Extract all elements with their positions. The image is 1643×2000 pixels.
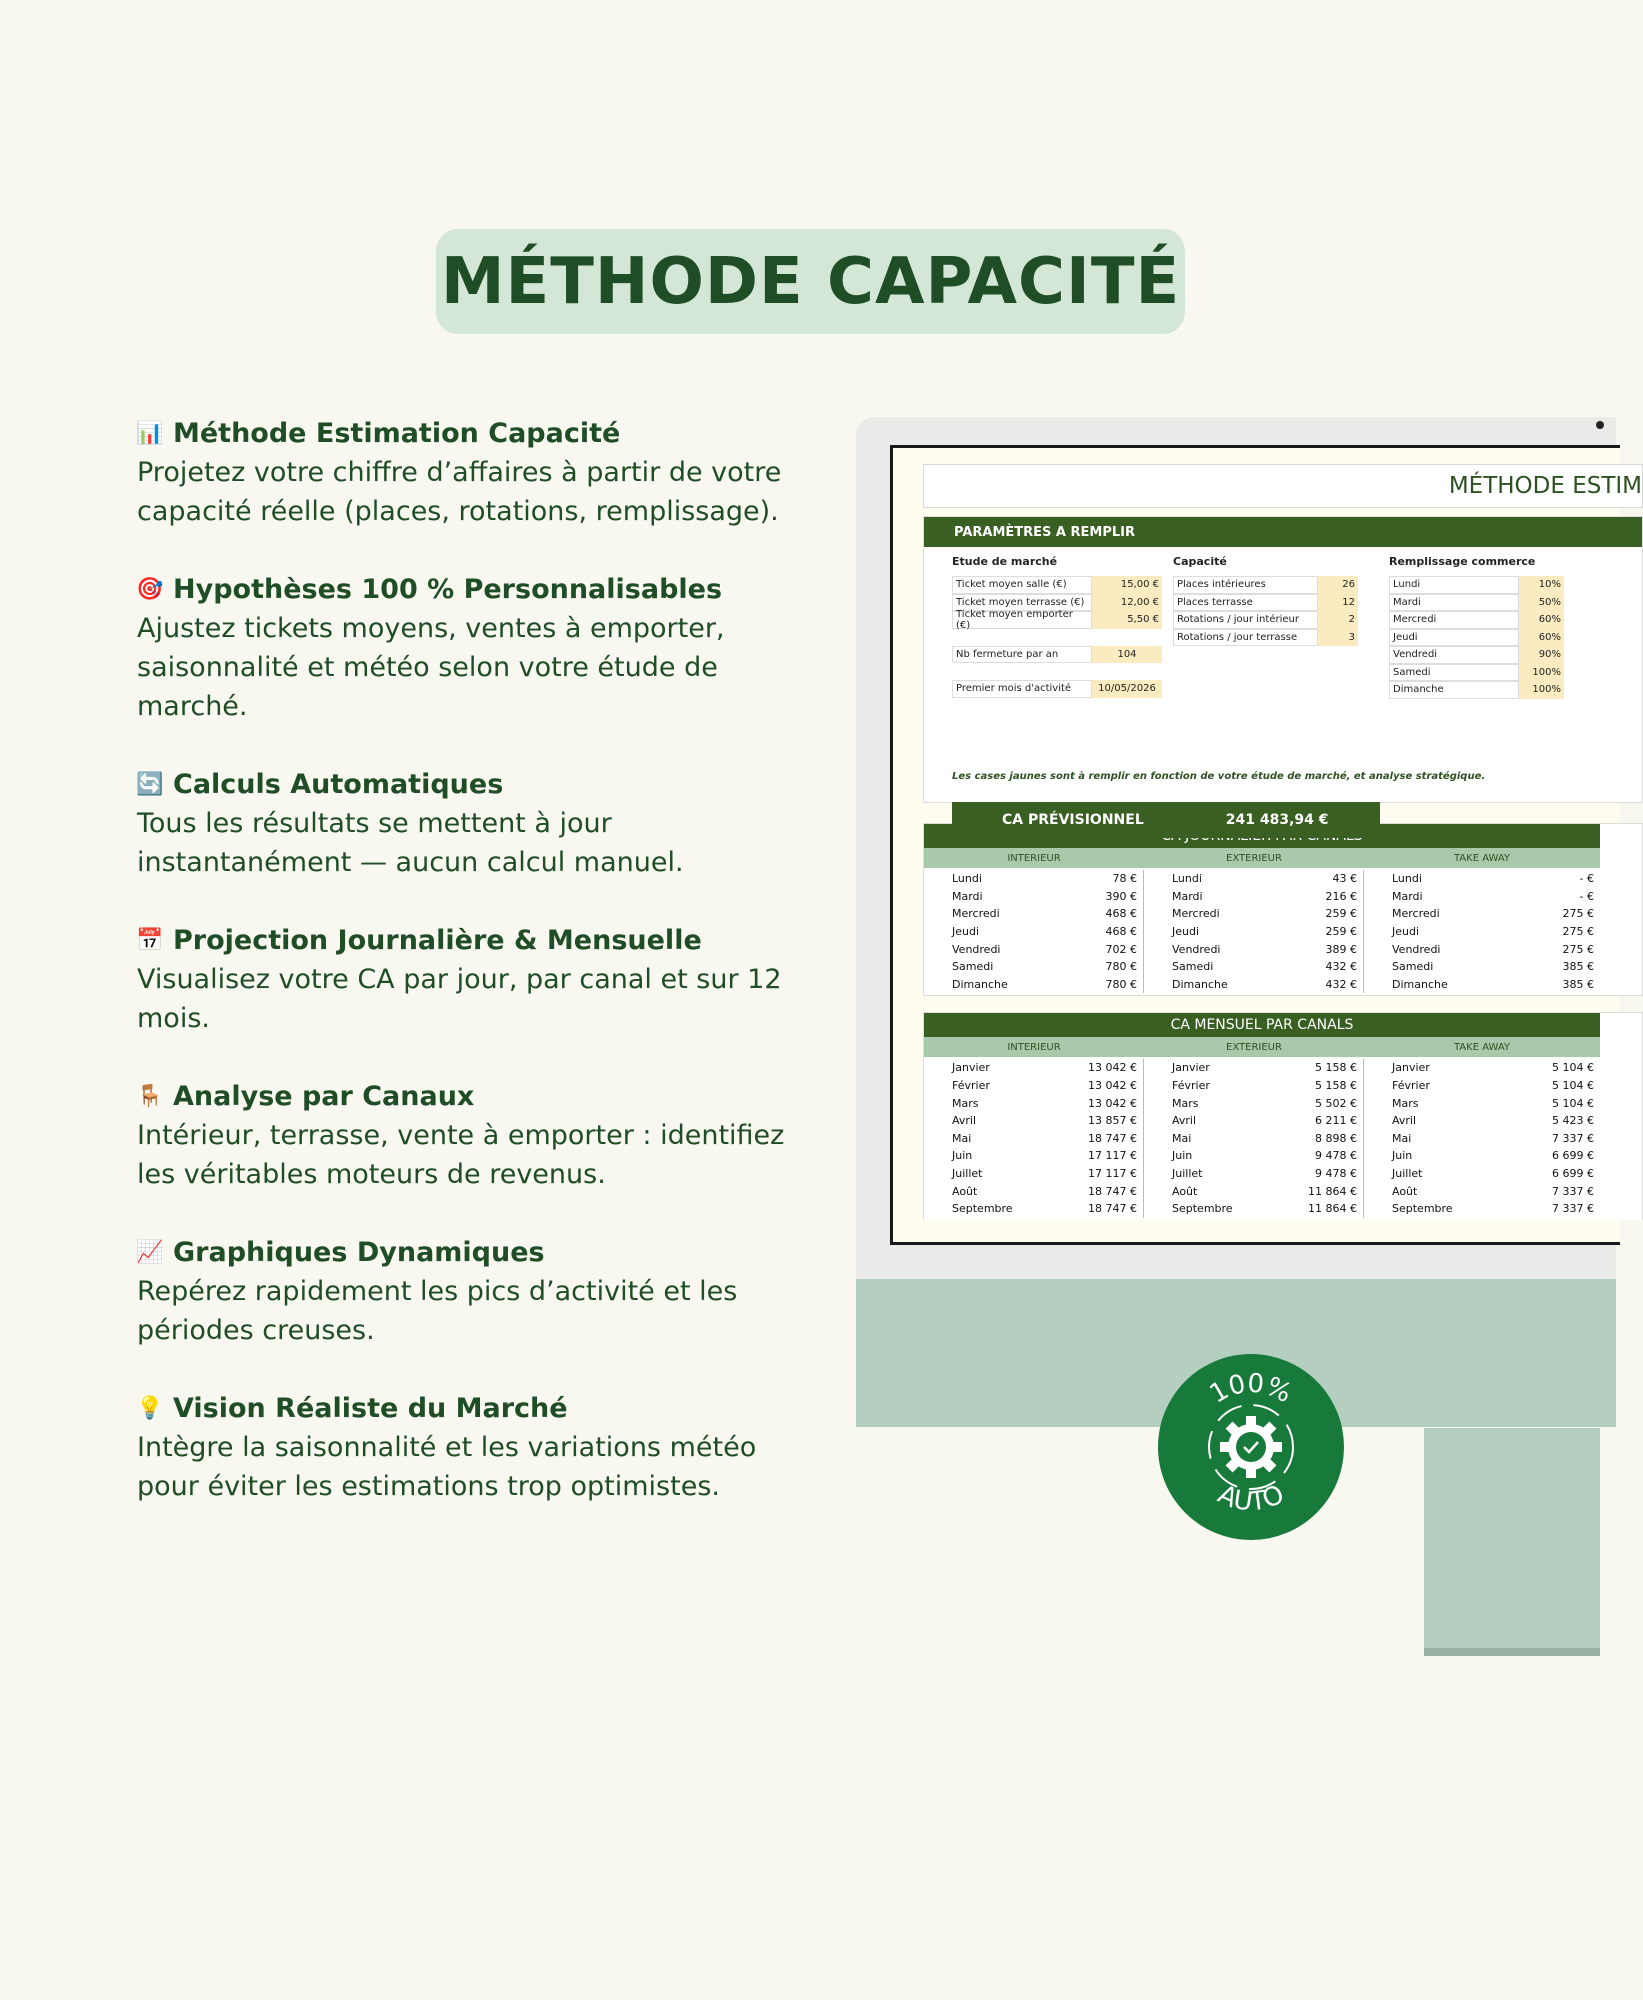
row-value: 13 857 € bbox=[1088, 1114, 1137, 1128]
table-row bbox=[952, 940, 1137, 958]
table-row bbox=[952, 1059, 1137, 1077]
param-row bbox=[1389, 681, 1564, 699]
table-row bbox=[1392, 1165, 1594, 1183]
row-label: Août bbox=[1392, 1184, 1418, 1198]
param-input[interactable]: 60% bbox=[1519, 629, 1564, 647]
params-panel bbox=[923, 516, 1643, 828]
table-row bbox=[1392, 870, 1594, 888]
table-row bbox=[952, 1094, 1137, 1112]
table-row bbox=[1392, 1130, 1594, 1148]
interieur-column bbox=[924, 1059, 1144, 1217]
row-label: Mars bbox=[952, 1096, 979, 1110]
row-value: 6 699 € bbox=[1552, 1149, 1594, 1163]
daily-col-exterieur: EXTERIEUR bbox=[1226, 852, 1282, 864]
row-label: Mars bbox=[1392, 1096, 1419, 1110]
row-label: Mercredi bbox=[1172, 907, 1220, 921]
closures-input[interactable]: 104 bbox=[1092, 646, 1162, 664]
table-row bbox=[1392, 1112, 1594, 1130]
monthly-col-exterieur: EXTERIEUR bbox=[1226, 1041, 1282, 1053]
svg-text:100% bbox=[1205, 1369, 1296, 1410]
calendar-icon: 📅 bbox=[136, 928, 164, 953]
param-row bbox=[1173, 576, 1358, 594]
table-row bbox=[1172, 1112, 1357, 1130]
feature-title bbox=[137, 922, 817, 960]
monitor-screen bbox=[890, 445, 1642, 1245]
table-row bbox=[952, 1147, 1137, 1165]
row-value: 7 337 € bbox=[1552, 1184, 1594, 1198]
table-row bbox=[1172, 1182, 1357, 1200]
row-value: 11 864 € bbox=[1308, 1184, 1357, 1198]
param-label: Lundi bbox=[1389, 576, 1519, 594]
row-label: Mardi bbox=[1172, 889, 1203, 903]
param-input[interactable]: 5,50 € bbox=[1092, 611, 1162, 629]
table-row bbox=[1172, 1200, 1357, 1218]
row-label: Lundi bbox=[1172, 872, 1202, 886]
table-row bbox=[952, 888, 1137, 906]
table-row bbox=[952, 958, 1137, 976]
table-row bbox=[952, 1165, 1137, 1183]
param-label: Rotations / jour terrasse bbox=[1173, 629, 1318, 647]
param-label: Ticket moyen emporter (€) bbox=[952, 611, 1092, 629]
feature-title-text: Graphiques Dynamiques bbox=[173, 1237, 545, 1268]
bar-chart-icon: 📊 bbox=[136, 421, 164, 446]
monitor-stand bbox=[1424, 1428, 1600, 1656]
row-label: Juin bbox=[1392, 1149, 1413, 1163]
spreadsheet bbox=[923, 464, 1643, 1220]
feature-item bbox=[137, 415, 817, 531]
row-label: Juillet bbox=[1172, 1167, 1203, 1181]
row-value: - € bbox=[1579, 872, 1594, 886]
row-value: 5 158 € bbox=[1315, 1079, 1357, 1093]
first-month-row bbox=[952, 680, 1162, 698]
monitor-stand-foot bbox=[1424, 1648, 1600, 1656]
param-input[interactable]: 60% bbox=[1519, 611, 1564, 629]
row-label: Février bbox=[1392, 1079, 1430, 1093]
param-label: Ticket moyen salle (€) bbox=[952, 576, 1092, 594]
feature-item bbox=[137, 922, 817, 1038]
feature-title-text: Hypothèses 100 % Personnalisables bbox=[173, 574, 723, 605]
param-row bbox=[1173, 629, 1358, 647]
table-row bbox=[952, 1077, 1137, 1095]
feature-title bbox=[137, 571, 817, 609]
row-label: Mars bbox=[1172, 1096, 1199, 1110]
table-row bbox=[1172, 1147, 1357, 1165]
param-input[interactable]: 12,00 € bbox=[1092, 594, 1162, 612]
closures-row bbox=[952, 646, 1162, 664]
takeaway-column bbox=[1364, 1059, 1600, 1217]
row-label: Juillet bbox=[952, 1167, 983, 1181]
row-label: Mercredi bbox=[952, 907, 1000, 921]
table-row bbox=[952, 1112, 1137, 1130]
sheet-title: MÉTHODE ESTIM bbox=[1448, 473, 1642, 499]
row-value: 216 € bbox=[1325, 889, 1357, 903]
row-label: Vendredi bbox=[1392, 942, 1441, 956]
daily-subheader bbox=[924, 848, 1600, 868]
feature-description: Visualisez votre CA par jour, par canal et sur 12 mois. bbox=[137, 964, 782, 1034]
row-value: 18 747 € bbox=[1088, 1131, 1137, 1145]
param-input[interactable]: 100% bbox=[1519, 664, 1564, 682]
table-row bbox=[1392, 976, 1594, 994]
param-label: Rotations / jour intérieur bbox=[1173, 611, 1318, 629]
page-title: MÉTHODE CAPACITÉ bbox=[440, 244, 1181, 319]
feature-title bbox=[137, 1234, 817, 1272]
param-input[interactable]: 26 bbox=[1318, 576, 1358, 594]
param-row bbox=[1389, 646, 1564, 664]
svg-text:AUTO bbox=[1213, 1479, 1289, 1517]
row-label: Mai bbox=[1172, 1131, 1192, 1145]
row-label: Avril bbox=[1172, 1114, 1197, 1128]
row-label: Août bbox=[952, 1184, 978, 1198]
row-label: Mai bbox=[952, 1131, 972, 1145]
row-label: Janvier bbox=[952, 1061, 990, 1075]
row-value: 43 € bbox=[1332, 872, 1357, 886]
capacity-heading: Capacité bbox=[1173, 555, 1227, 568]
param-row bbox=[1389, 576, 1564, 594]
row-label: Jeudi bbox=[1172, 925, 1200, 939]
row-value: 275 € bbox=[1562, 925, 1594, 939]
row-value: 11 864 € bbox=[1308, 1202, 1357, 1216]
param-row bbox=[1389, 611, 1564, 629]
table-row bbox=[1172, 888, 1357, 906]
row-label: Mardi bbox=[952, 889, 983, 903]
table-row bbox=[1392, 1147, 1594, 1165]
capacity-column bbox=[1173, 555, 1358, 646]
table-row bbox=[1172, 958, 1357, 976]
row-label: Vendredi bbox=[1172, 942, 1221, 956]
table-row bbox=[952, 1200, 1137, 1218]
market-column bbox=[952, 555, 1162, 698]
row-value: 18 747 € bbox=[1088, 1202, 1137, 1216]
table-row bbox=[1172, 905, 1357, 923]
row-label: Septembre bbox=[1172, 1202, 1233, 1216]
row-value: 5 104 € bbox=[1552, 1096, 1594, 1110]
row-value: 385 € bbox=[1562, 960, 1594, 974]
param-row bbox=[1389, 664, 1564, 682]
table-row bbox=[1392, 1077, 1594, 1095]
row-value: 13 042 € bbox=[1088, 1096, 1137, 1110]
first-month-label: Premier mois d'activité bbox=[952, 680, 1092, 698]
row-value: 17 117 € bbox=[1088, 1167, 1137, 1181]
row-value: 7 337 € bbox=[1552, 1202, 1594, 1216]
monthly-col-interieur: INTERIEUR bbox=[1007, 1041, 1061, 1053]
row-label: Janvier bbox=[1392, 1061, 1430, 1075]
daily-col-interieur: INTERIEUR bbox=[1007, 852, 1061, 864]
row-value: 259 € bbox=[1325, 907, 1357, 921]
ca-label: CA PRÉVISIONNEL bbox=[1002, 812, 1144, 828]
feature-title bbox=[137, 1078, 817, 1116]
param-label: Ticket moyen terrasse (€) bbox=[952, 594, 1092, 612]
row-label: Septembre bbox=[952, 1202, 1013, 1216]
trend-up-icon: 📈 bbox=[136, 1240, 164, 1265]
row-value: 13 042 € bbox=[1088, 1061, 1137, 1075]
feature-title-text: Projection Journalière & Mensuelle bbox=[173, 925, 702, 956]
row-label: Août bbox=[1172, 1184, 1198, 1198]
row-value: 432 € bbox=[1325, 960, 1357, 974]
sheet-title-bar bbox=[923, 464, 1643, 508]
interieur-column bbox=[924, 870, 1144, 993]
row-value: 13 042 € bbox=[1088, 1079, 1137, 1093]
table-row bbox=[952, 870, 1137, 888]
param-input[interactable]: 50% bbox=[1519, 594, 1564, 612]
row-value: 468 € bbox=[1105, 925, 1137, 939]
row-label: Mardi bbox=[1392, 889, 1423, 903]
row-value: 7 337 € bbox=[1552, 1131, 1594, 1145]
row-label: Lundi bbox=[952, 872, 982, 886]
feature-item bbox=[137, 1078, 817, 1194]
table-row bbox=[1392, 1094, 1594, 1112]
feature-description: Projetez votre chiffre d’affaires à partir de votre capacité réelle (places, rotations, remplissage). bbox=[137, 457, 782, 527]
chair-icon: 🪑 bbox=[136, 1084, 164, 1109]
param-label: Mercredi bbox=[1389, 611, 1519, 629]
param-label: Places intérieures bbox=[1173, 576, 1318, 594]
param-input[interactable]: 15,00 € bbox=[1092, 576, 1162, 594]
row-value: 385 € bbox=[1562, 977, 1594, 991]
param-row bbox=[1173, 594, 1358, 612]
row-value: 5 104 € bbox=[1552, 1061, 1594, 1075]
param-input[interactable]: 90% bbox=[1519, 646, 1564, 664]
ca-previsionnel-box bbox=[952, 802, 1380, 838]
param-row bbox=[1389, 629, 1564, 647]
row-value: 8 898 € bbox=[1315, 1131, 1357, 1145]
row-label: Samedi bbox=[1172, 960, 1214, 974]
row-label: Avril bbox=[1392, 1114, 1417, 1128]
param-row bbox=[952, 608, 1162, 631]
row-value: 18 747 € bbox=[1088, 1184, 1137, 1198]
row-value: 432 € bbox=[1325, 977, 1357, 991]
daily-body bbox=[924, 868, 1642, 995]
param-label: Samedi bbox=[1389, 664, 1519, 682]
feature-title-text: Vision Réaliste du Marché bbox=[173, 1393, 568, 1424]
feature-item bbox=[137, 766, 817, 882]
feature-description: Ajustez tickets moyens, ventes à emporter, saisonnalité et météo selon votre étude de marché. bbox=[137, 613, 725, 722]
feature-list bbox=[137, 415, 817, 1546]
lightbulb-icon: 💡 bbox=[136, 1396, 164, 1421]
feature-title-text: Calculs Automatiques bbox=[173, 769, 504, 800]
row-value: 78 € bbox=[1112, 872, 1137, 886]
params-header: PARAMÈTRES A REMPLIR bbox=[924, 517, 1642, 547]
row-value: 389 € bbox=[1325, 942, 1357, 956]
badge-bottom-text: AUTO bbox=[1213, 1479, 1289, 1518]
row-label: Dimanche bbox=[1172, 977, 1228, 991]
table-row bbox=[1392, 888, 1594, 906]
row-label: Mai bbox=[1392, 1131, 1412, 1145]
table-row bbox=[1172, 870, 1357, 888]
row-label: Dimanche bbox=[952, 977, 1008, 991]
param-label: Places terrasse bbox=[1173, 594, 1318, 612]
feature-description: Intègre la saisonnalité et les variations météo pour éviter les estimations trop optimistes. bbox=[137, 1432, 757, 1502]
param-input[interactable]: 100% bbox=[1519, 681, 1564, 699]
feature-title bbox=[137, 1390, 817, 1428]
param-input[interactable]: 10% bbox=[1519, 576, 1564, 594]
feature-title bbox=[137, 415, 817, 453]
row-value: 5 158 € bbox=[1315, 1061, 1357, 1075]
row-label: Septembre bbox=[1392, 1202, 1453, 1216]
table-row bbox=[1172, 940, 1357, 958]
row-value: 5 423 € bbox=[1552, 1114, 1594, 1128]
row-value: 5 104 € bbox=[1552, 1079, 1594, 1093]
feature-description: Tous les résultats se mettent à jour instantanément — aucun calcul manuel. bbox=[137, 808, 684, 878]
table-row bbox=[1392, 1182, 1594, 1200]
auto-badge bbox=[1158, 1354, 1344, 1540]
monthly-table bbox=[923, 1012, 1643, 1219]
param-input[interactable]: 2 bbox=[1318, 611, 1358, 629]
row-label: Samedi bbox=[952, 960, 994, 974]
monthly-body bbox=[924, 1057, 1642, 1219]
row-value: 17 117 € bbox=[1088, 1149, 1137, 1163]
table-row bbox=[1172, 1130, 1357, 1148]
ca-value: 241 483,94 € bbox=[1225, 812, 1329, 828]
table-row bbox=[1392, 905, 1594, 923]
row-value: 6 699 € bbox=[1552, 1167, 1594, 1181]
row-value: 9 478 € bbox=[1315, 1167, 1357, 1181]
camera-dot bbox=[1596, 421, 1604, 429]
table-row bbox=[1392, 940, 1594, 958]
row-value: 5 502 € bbox=[1315, 1096, 1357, 1110]
row-label: Dimanche bbox=[1392, 977, 1448, 991]
table-row bbox=[952, 1182, 1137, 1200]
table-row bbox=[1172, 1059, 1357, 1077]
table-row bbox=[1392, 923, 1594, 941]
target-icon: 🎯 bbox=[136, 577, 164, 602]
table-row bbox=[952, 976, 1137, 994]
feature-description: Repérez rapidement les pics d’activité et les périodes creuses. bbox=[137, 1276, 738, 1346]
row-label: Janvier bbox=[1172, 1061, 1210, 1075]
row-value: 780 € bbox=[1105, 977, 1137, 991]
daily-table bbox=[923, 823, 1643, 996]
feature-title-text: Analyse par Canaux bbox=[173, 1081, 475, 1112]
title-pill bbox=[436, 229, 1185, 334]
row-value: 275 € bbox=[1562, 942, 1594, 956]
feature-description: Intérieur, terrasse, vente à emporter : identifiez les véritables moteurs de revenus. bbox=[137, 1120, 785, 1190]
feature-title-text: Méthode Estimation Capacité bbox=[173, 418, 621, 449]
row-label: Juin bbox=[1172, 1149, 1193, 1163]
feature-item bbox=[137, 571, 817, 726]
row-label: Février bbox=[952, 1079, 990, 1093]
daily-col-takeaway: TAKE AWAY bbox=[1453, 852, 1511, 864]
table-row bbox=[1172, 1165, 1357, 1183]
feature-item bbox=[137, 1234, 817, 1350]
row-label: Jeudi bbox=[1392, 925, 1420, 939]
param-label: Dimanche bbox=[1389, 681, 1519, 699]
table-row bbox=[1172, 923, 1357, 941]
row-label: Lundi bbox=[1392, 872, 1422, 886]
badge-top-text: 100% bbox=[1204, 1368, 1297, 1410]
table-row bbox=[952, 905, 1137, 923]
fill-column bbox=[1389, 555, 1564, 699]
row-label: Mercredi bbox=[1392, 907, 1440, 921]
monitor bbox=[856, 417, 1642, 1427]
row-label: Juillet bbox=[1392, 1167, 1423, 1181]
table-row bbox=[1172, 1077, 1357, 1095]
table-row bbox=[1392, 1059, 1594, 1077]
refresh-icon: 🔄 bbox=[136, 772, 164, 797]
row-value: 780 € bbox=[1105, 960, 1137, 974]
closures-label: Nb fermeture par an bbox=[952, 646, 1092, 664]
row-label: Samedi bbox=[1392, 960, 1434, 974]
gear-check-icon bbox=[1158, 1354, 1344, 1540]
param-row bbox=[952, 576, 1162, 594]
market-heading: Etude de marché bbox=[952, 555, 1058, 568]
row-label: Jeudi bbox=[952, 925, 980, 939]
table-row bbox=[1172, 1094, 1357, 1112]
row-value: 702 € bbox=[1105, 942, 1137, 956]
param-label: Jeudi bbox=[1389, 629, 1519, 647]
param-row bbox=[1173, 611, 1358, 629]
row-value: - € bbox=[1579, 889, 1594, 903]
param-input[interactable]: 3 bbox=[1318, 629, 1358, 647]
param-label: Vendredi bbox=[1389, 646, 1519, 664]
table-row bbox=[952, 923, 1137, 941]
param-label: Mardi bbox=[1389, 594, 1519, 612]
feature-title bbox=[137, 766, 817, 804]
row-value: 6 211 € bbox=[1315, 1114, 1357, 1128]
feature-item bbox=[137, 1390, 817, 1506]
exterieur-column bbox=[1144, 1059, 1364, 1217]
param-row bbox=[1389, 594, 1564, 612]
row-label: Vendredi bbox=[952, 942, 1001, 956]
exterieur-column bbox=[1144, 870, 1364, 993]
table-row bbox=[1392, 1200, 1594, 1218]
param-input[interactable]: 12 bbox=[1318, 594, 1358, 612]
table-row bbox=[952, 1130, 1137, 1148]
takeaway-column bbox=[1364, 870, 1600, 993]
row-value: 275 € bbox=[1562, 907, 1594, 921]
yellow-cells-note: Les cases jaunes sont à remplir en fonction de votre étude de marché, et analyse stratégique. bbox=[952, 771, 1486, 782]
row-value: 468 € bbox=[1105, 907, 1137, 921]
monthly-subheader bbox=[924, 1037, 1600, 1057]
row-label: Avril bbox=[952, 1114, 977, 1128]
fill-heading: Remplissage commerce bbox=[1389, 555, 1536, 568]
row-value: 9 478 € bbox=[1315, 1149, 1357, 1163]
monthly-col-takeaway: TAKE AWAY bbox=[1453, 1041, 1511, 1053]
row-label: Juin bbox=[952, 1149, 973, 1163]
row-label: Février bbox=[1172, 1079, 1210, 1093]
row-value: 259 € bbox=[1325, 925, 1357, 939]
first-month-input[interactable]: 10/05/2026 bbox=[1092, 680, 1162, 698]
table-row bbox=[1172, 976, 1357, 994]
table-row bbox=[1392, 958, 1594, 976]
row-value: 390 € bbox=[1105, 889, 1137, 903]
monthly-header: CA MENSUEL PAR CANALS bbox=[924, 1013, 1600, 1037]
